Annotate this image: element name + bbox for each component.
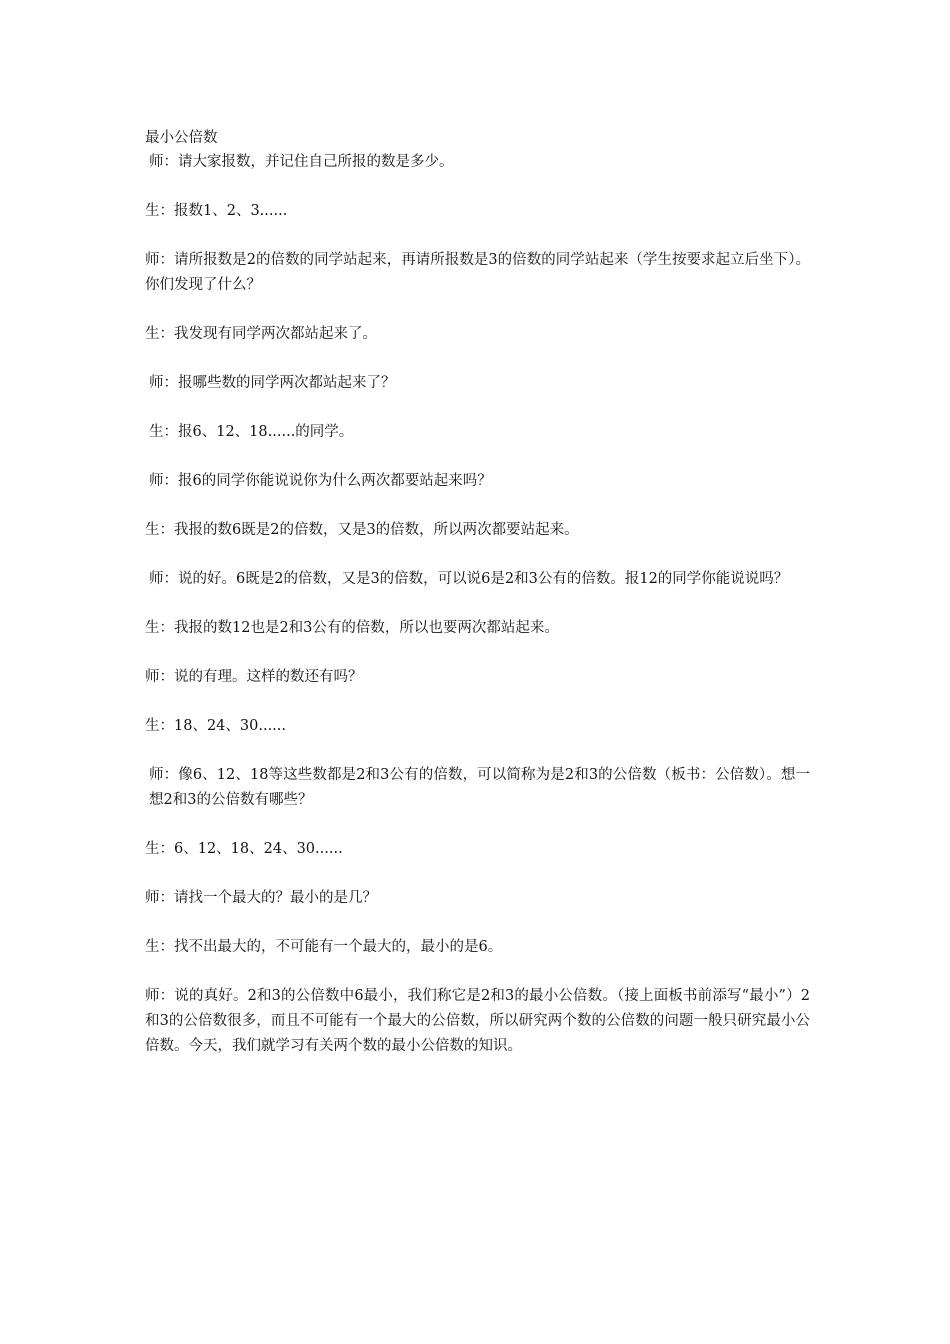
document-title: 最小公倍数 [145, 130, 218, 146]
dialogue-paragraph: 师：说的有理。这样的数还有吗？ [145, 669, 363, 685]
dialogue-paragraph: 师：像6、12、18等这些数都是2和3公有的倍数，可以简称为是2和3的公倍数（板书：公倍数）。想一想2和3的公倍数有哪些？ [149, 767, 810, 808]
document-body [145, 128, 810, 1083]
dialogue-paragraph: 师：说的真好。2和3的公倍数中6最小，我们称它是2和3的最小公倍数。（接上面板书前添写“最小”）2和3的公倍数很多，而且不可能有一个最大的公倍数，所以研究两个数的公倍数的问题一般只研究最小公倍数。今天，我们就学习有关两个数的最小公倍数的知识。 [145, 988, 810, 1054]
dialogue-paragraph: 师：请所报数是2的倍数的同学站起来，再请所报数是3的倍数的同学站起来（学生按要求起立后坐下）。你们发现了什么？ [145, 252, 810, 293]
dialogue-paragraph: 生：我发现有同学两次都站起来了。 [145, 326, 377, 342]
dialogue-paragraph: 师：请找一个最大的？最小的是几？ [145, 890, 377, 906]
dialogue-paragraph: 生：我报的数6既是2的倍数，又是3的倍数，所以两次都要站起来。 [145, 522, 579, 538]
dialogue-paragraph: 师：报6的同学你能说说你为什么两次都要站起来吗？ [149, 473, 492, 489]
dialogue-paragraph: 生：6、12、18、24、30...... [145, 841, 343, 857]
dialogue-paragraph: 师：请大家报数，并记住自己所报的数是多少。 [149, 154, 454, 170]
dialogue-paragraph: 生：我报的数12也是2和3公有的倍数，所以也要两次都站起来。 [145, 620, 559, 636]
dialogue-paragraph: 生：报6、12、18......的同学。 [149, 424, 354, 440]
dialogue-paragraph: 师：报哪些数的同学两次都站起来了？ [149, 375, 396, 391]
dialogue-paragraph: 生：18、24、30...... [145, 718, 287, 734]
dialogue-paragraph: 师：说的好。6既是2的倍数，又是3的倍数，可以说6是2和3公有的倍数。报12的同学你能说说吗？ [149, 571, 789, 587]
dialogue-paragraph: 生：报数1、2、3...... [145, 203, 288, 219]
dialogue-paragraph: 生：找不出最大的，不可能有一个最大的，最小的是6。 [145, 939, 503, 955]
